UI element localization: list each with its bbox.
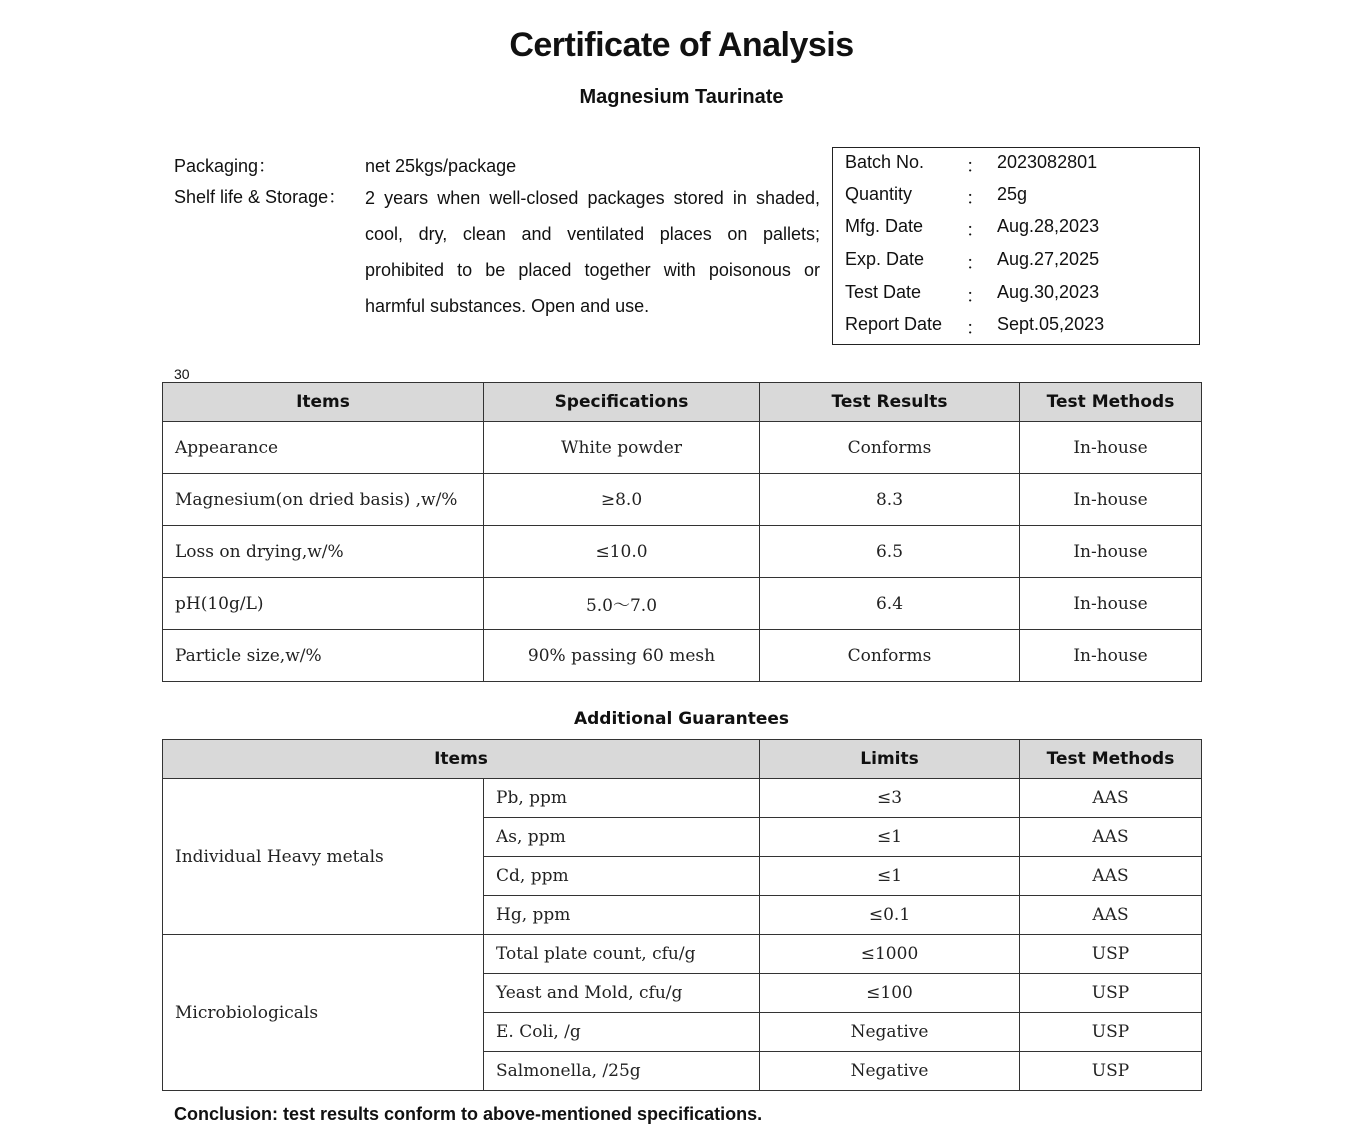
batch-sep: ：: [966, 318, 984, 338]
result-cell: Conforms: [760, 422, 1020, 474]
batch-key: Report Date: [845, 314, 943, 334]
spec-cell: 90% passing 60 mesh: [484, 630, 760, 682]
header-items: Items: [163, 740, 760, 779]
method-cell: In-house: [1020, 578, 1202, 630]
result-cell: 8.3: [760, 474, 1020, 526]
batch-row-report-date: [833, 310, 1199, 342]
page-number: 30: [174, 366, 190, 382]
limit-cell: ≤0.1: [760, 896, 1020, 935]
batch-sep: ：: [966, 220, 984, 240]
method-cell: In-house: [1020, 526, 1202, 578]
result-cell: Conforms: [760, 630, 1020, 682]
item-cell: Magnesium(on dried basis) ,w/%: [163, 474, 484, 526]
batch-value: Aug.27,2025: [997, 249, 1100, 269]
method-cell: AAS: [1020, 896, 1202, 935]
shelf-life-value: 2 years when well-closed packages stored in shaded, cool, dry, clean and ventilated places on pallets; prohibited to be placed together with poisonous or harmful substances. Open and use.: [365, 188, 820, 316]
batch-key: Quantity: [845, 184, 913, 204]
table-row: [163, 578, 1202, 630]
item-cell: Cd, ppm: [484, 857, 760, 896]
limit-cell: ≤3: [760, 779, 1020, 818]
item-cell: Total plate count, cfu/g: [484, 935, 760, 974]
spec-cell: ≥8.0: [484, 474, 760, 526]
batch-row-batch-no: [833, 148, 1199, 180]
shelf-life-label: Shelf life & Storage：: [174, 187, 347, 207]
method-cell: In-house: [1020, 474, 1202, 526]
result-cell: 6.5: [760, 526, 1020, 578]
batch-row-quantity: [833, 180, 1199, 212]
item-cell: Hg, ppm: [484, 896, 760, 935]
additional-guarantees-table: [162, 739, 1202, 1091]
method-cell: AAS: [1020, 857, 1202, 896]
spec-cell: White powder: [484, 422, 760, 474]
batch-sep: ：: [966, 286, 984, 306]
group-microbiologicals: Microbiologicals: [163, 935, 484, 1091]
batch-sep: ：: [966, 253, 984, 273]
item-cell: Salmonella, /25g: [484, 1052, 760, 1091]
product-name: Magnesium Taurinate: [579, 86, 784, 108]
method-cell: USP: [1020, 1052, 1202, 1091]
specification-table: [162, 382, 1202, 682]
item-cell: Loss on drying,w/%: [163, 526, 484, 578]
item-cell: Yeast and Mold, cfu/g: [484, 974, 760, 1013]
header-test-results: Test Results: [760, 383, 1020, 422]
group-heavy-metals: Individual Heavy metals: [163, 779, 484, 935]
batch-key: Batch No.: [845, 152, 925, 172]
table-row: [163, 526, 1202, 578]
table-header-row: [163, 740, 1202, 779]
batch-key: Mfg. Date: [845, 216, 924, 236]
batch-info-box: [832, 147, 1200, 345]
table-row: [163, 779, 1202, 818]
limit-cell: ≤100: [760, 974, 1020, 1013]
table-row: [163, 935, 1202, 974]
header-test-methods: Test Methods: [1020, 383, 1202, 422]
spec-cell: 5.0～7.0: [484, 578, 760, 630]
limit-cell: Negative: [760, 1013, 1020, 1052]
batch-row-mfg-date: [833, 212, 1199, 244]
batch-row-exp-date: [833, 245, 1199, 277]
batch-value: Sept.05,2023: [997, 314, 1105, 334]
batch-value: Aug.28,2023: [997, 216, 1100, 236]
table-row: [163, 630, 1202, 682]
batch-sep: ：: [966, 188, 984, 208]
method-cell: In-house: [1020, 422, 1202, 474]
method-cell: USP: [1020, 1013, 1202, 1052]
packaging-label: Packaging：: [174, 156, 277, 176]
batch-key: Test Date: [845, 282, 922, 302]
batch-value: 2023082801: [997, 152, 1098, 172]
table-row: [163, 422, 1202, 474]
method-cell: AAS: [1020, 779, 1202, 818]
limit-cell: ≤1: [760, 818, 1020, 857]
header-limits: Limits: [760, 740, 1020, 779]
limit-cell: ≤1000: [760, 935, 1020, 974]
batch-sep: ：: [966, 156, 984, 176]
spec-cell: ≤10.0: [484, 526, 760, 578]
method-cell: USP: [1020, 935, 1202, 974]
method-cell: USP: [1020, 974, 1202, 1013]
method-cell: In-house: [1020, 630, 1202, 682]
document-title: Certificate of Analysis: [509, 26, 854, 64]
header-items: Items: [163, 383, 484, 422]
conclusion-text: Conclusion: test results conform to above-mentioned specifications.: [174, 1104, 763, 1124]
item-cell: Particle size,w/%: [163, 630, 484, 682]
limit-cell: Negative: [760, 1052, 1020, 1091]
item-cell: E. Coli, /g: [484, 1013, 760, 1052]
limit-cell: ≤1: [760, 857, 1020, 896]
batch-value: 25g: [997, 184, 1028, 204]
item-cell: As, ppm: [484, 818, 760, 857]
table-header-row: [163, 383, 1202, 422]
header-test-methods: Test Methods: [1020, 740, 1202, 779]
batch-value: Aug.30,2023: [997, 282, 1100, 302]
result-cell: 6.4: [760, 578, 1020, 630]
packaging-value: net 25kgs/package: [365, 156, 517, 176]
item-cell: pH(10g/L): [163, 578, 484, 630]
item-cell: Pb, ppm: [484, 779, 760, 818]
batch-row-test-date: [833, 278, 1199, 310]
method-cell: AAS: [1020, 818, 1202, 857]
additional-guarantees-title: Additional Guarantees: [573, 709, 790, 729]
item-cell: Appearance: [163, 422, 484, 474]
batch-key: Exp. Date: [845, 249, 925, 269]
header-specifications: Specifications: [484, 383, 760, 422]
table-row: [163, 474, 1202, 526]
